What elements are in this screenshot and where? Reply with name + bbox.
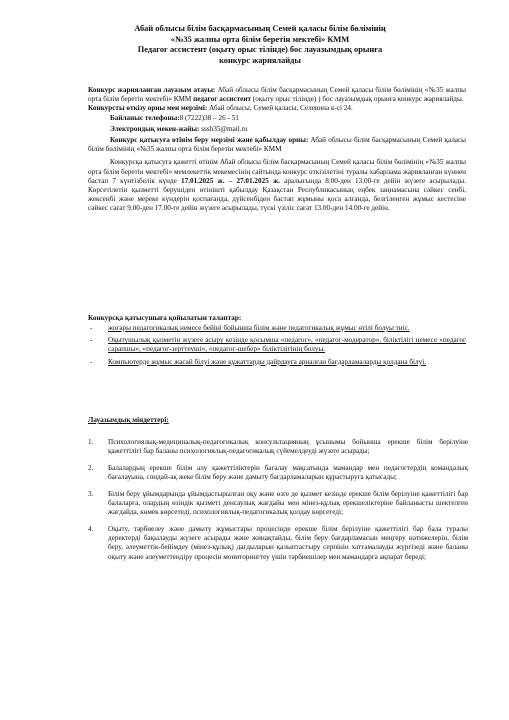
duty-number: 3. bbox=[88, 489, 94, 498]
duty-text: Білім беру ұйымдарында ұйымдастырылған оқу және өзге де қызмет кезінде ерекше білім берілуіне қажеттілігі бар балаларға, олардың өзіндік қызметі денсаулық жағдайы мен мінез-құлық ерекшеліктеріне байланысты шектелген жағдайда, көмек көрсетеді, психологиялық-педагогикалық қолдау көрсетеді; bbox=[108, 489, 468, 517]
position-text-1: Абай облысы білім басқармасының Семей қаласы білім бөлімінің «№35 жалпы орта білім беретін мектебі» КММ bbox=[88, 86, 467, 104]
duty-number: 1. bbox=[88, 438, 94, 446]
duties-heading-wrap bbox=[88, 416, 466, 425]
document-title bbox=[90, 24, 430, 66]
title-line-4: конкурс жариялайды bbox=[219, 55, 301, 65]
duty-text: Оқыту, тәрбиелеу және дамыту жұмыстары процесінде ерекше білім берілуіне қажеттілігі бар бала туралы деректерді бақылауды жүзеге асырады және жинақтайды, білім беру бағдарламасын меңгеру нәтижелерін, білім беру, әлеуметтік-бейімдеу (мінез-құлық) дағдыларын қалыптастыру серпінін хаттамалауды жүргізеді және баланы оқыту және әлеуметтендіру процесін мониторингтеу үшін тәрбиешілер мен мамандарға ақпарат береді; bbox=[108, 524, 468, 561]
acceptance-paragraph bbox=[88, 158, 466, 213]
date-dash: – bbox=[224, 176, 237, 185]
duty-text: Психологиялық-медициналық-педагогикалық консультацияның ұсынымы бойынша ерекше білім берілуіне қажеттілігі бар баланы психологиялық-педагогикалық сүйемелдеуді жүзеге асырады; bbox=[108, 438, 468, 456]
duty-item bbox=[88, 525, 468, 562]
requirements-heading: Конкурсқа қатысушыға қойылатын талаптар: bbox=[88, 314, 242, 322]
duty-number: 2. bbox=[88, 463, 94, 472]
acceptance-text-1: Конкурсқа қатысуға қажетті өтінім Абай облысы білім басқармасының Семей қаласы білім бөлімінің «№35 жалпы орта білім беретін мектебі» мемлекеттік мекемесінің сайтында конкурс өткізілетіні туралы хабарлама жарияланған күннен бастап 7 күнтізбелік күнде bbox=[88, 158, 466, 185]
position-text-2: (оқыту орыс тілінде) ) бос лауазымдық орынға конкурс жариялайды. bbox=[251, 95, 464, 104]
requirement-text: Компьютерде жұмыс жасай білуі және құжаттарды дайрлауға арналған бағдарламаларды қолдана білуі. bbox=[108, 357, 427, 366]
acceptance-text-2: аралығында 8.00-ден 13.00-ге дейін жүзеге асырылады. Көрсетілетін қызметті берушіден өтінішті қабылдау Қазақстан Республикасының еңбек заңнамасына сәйкес сенбі, жексенбі және мереке күндерін қоспағанда, дүйсенбіден бастап жұмыны қоса алғанда, белгіленген жұмыс кестесіне сәйкес сағат 9.00-ден 17.00-ге дейін жүзеге асырылады, түскі үзіліс сағат 13.00-ден 14.00-ге дейін. bbox=[88, 176, 467, 213]
position-paragraph bbox=[88, 86, 466, 104]
location-label: Конкурсты өткізу орны мен мерзімі: bbox=[88, 104, 208, 113]
requirement-text: жоғары педагогикалық немесе бейіні бойынша білім және педагогикалық жұмыс өтілі болуы тиіс. bbox=[108, 324, 410, 332]
email-paragraph bbox=[88, 125, 466, 134]
duty-item bbox=[88, 490, 468, 518]
title-line-2: «№35 жалпы орта білім беретін мектебі» КММ bbox=[170, 34, 350, 44]
location-text: Абай облысы, Семей қаласы, Селевина к-сі 24. bbox=[207, 104, 353, 113]
duties-list bbox=[88, 438, 468, 569]
duty-text: Балалардың ерекше білім алу қажеттіліктерін бағалау мақсатында мамандар мен педагогтердің командалық бағалауына, сондай-ақ жеке білім беру және дамыту бағдарламаларын құрастыруға қатысады; bbox=[108, 463, 468, 482]
requirement-item: - жоғары педагогикалық немесе бейіні бойынша білім және педагогикалық жұмыс өтілі болуы тиіс. bbox=[88, 324, 466, 333]
email-label: Электрондық мекен-жайы: bbox=[110, 124, 200, 133]
duty-item bbox=[88, 438, 468, 456]
date-from: 17.01.2025 ж. bbox=[180, 176, 225, 185]
email-value: sssh35@mail.ru bbox=[199, 124, 248, 133]
date-to: 27.01.2025 ж. bbox=[236, 176, 280, 185]
title-line-1: Абай облысы білім басқармасының Семей қаласы білім бөлімінің bbox=[134, 24, 386, 33]
requirement-item: - Оқытушылық қызметін жүзеге асыру кезінде қосымша «педагог», «педагог-модератор», біліктілігі немесе «педагог сарапшы», «педагог-зерттеуші», «педагог-шебер» біліктілігінің болуы. bbox=[90, 336, 466, 354]
title-line-3: Педагог ассистент (оқыту орыс тілінде) бос лауазымдық орынға bbox=[137, 45, 383, 55]
requirement-item: - Компьютерде жұмыс жасай білуі және құжаттарды дайрлауға арналған бағдарламаларды қолдана білуі. bbox=[88, 358, 466, 367]
phone-paragraph bbox=[88, 114, 466, 123]
duties-heading: Лауазымдық міндеттері: bbox=[88, 416, 169, 424]
requirements-heading-wrap bbox=[88, 314, 466, 323]
phone-label: Байланыс телефоны: bbox=[110, 113, 180, 122]
position-label: Конкурс жарияланған лауазым атауы: bbox=[88, 86, 216, 94]
requirement-text: Оқытушылық қызметін жүзеге асыру кезінде қосымша «педагог», «педагог-модератор», біліктілігі немесе «педагог сарапшы», «педагог-зерттеуші», «педагог-шебер» біліктілігінің болуы. bbox=[108, 336, 466, 354]
duty-item bbox=[88, 464, 468, 482]
location-paragraph bbox=[88, 104, 466, 113]
duty-number: 4. bbox=[88, 524, 94, 533]
requirements-list bbox=[88, 324, 466, 367]
deadline-label: Конкурс қатысуға өтінім беру мерзімі және қабылдау орны: bbox=[110, 136, 309, 145]
position-role: педагог ассистент bbox=[193, 95, 251, 104]
position-section bbox=[88, 86, 466, 214]
phone-value: 8 (7222)38 – 26 - 51 bbox=[179, 113, 239, 122]
deadline-text: Абай облысы білім басқармасының Семей қаласы білім бөлімінің «№35 жалпы орта білім беретін мектебі» КММ bbox=[88, 136, 466, 154]
deadline-paragraph bbox=[88, 136, 466, 154]
